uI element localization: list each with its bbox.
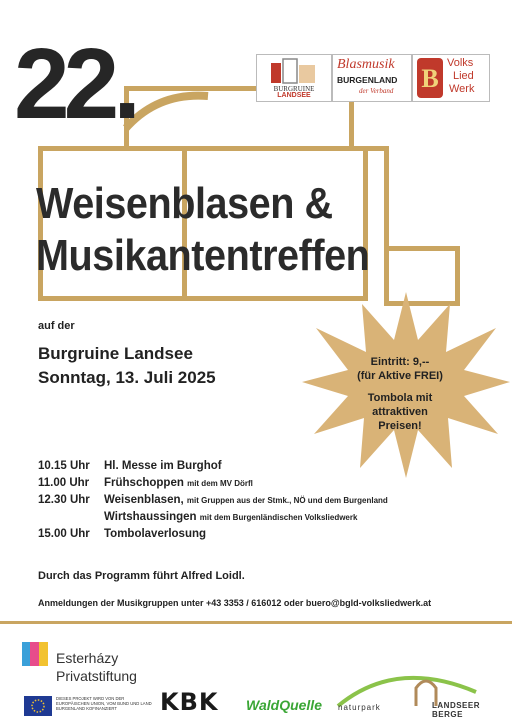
program-row xyxy=(38,477,388,494)
volkslied-line3: Werk xyxy=(449,83,475,95)
program-row xyxy=(38,494,388,511)
venue-block xyxy=(38,342,216,390)
moderation-text: Durch das Programm führt Alfred Loidl. xyxy=(38,570,245,582)
eu-funding-text: DIESES PROJEKT WIRD VON DER EUROPÄISCHEN UNION, VOM BUND UND LAND BURGENLAND KOFINANZIERT xyxy=(56,696,152,711)
volkslied-line1: Volks xyxy=(447,57,474,69)
naturpark-label: naturpark xyxy=(338,703,381,712)
program-time: 15.00 Uhr xyxy=(38,528,90,540)
esterhazy-line2: Privatstiftung xyxy=(56,668,137,684)
badge-line3: Tombola mit xyxy=(367,392,433,404)
badge-line5: Preisen! xyxy=(378,420,422,432)
logo-burgruine xyxy=(256,54,332,102)
eu-flag-icon xyxy=(24,696,52,716)
esterhazy-line1: Esterházy xyxy=(56,650,119,666)
program-time: 10.15 Uhr xyxy=(38,460,90,472)
waldquelle-logo: WaldQuelle xyxy=(246,697,322,713)
kbk-logo: KBK xyxy=(160,688,219,716)
program-list xyxy=(38,460,388,545)
program-row xyxy=(38,528,388,545)
auf-der-label: auf der xyxy=(38,320,75,332)
badge-text xyxy=(340,355,460,433)
burgruine-line2: LANDSEE xyxy=(277,92,311,99)
landseer-berge-label: LANDSEER BERGE xyxy=(432,701,481,719)
badge-line2: (für Aktive FREI) xyxy=(357,370,443,382)
title-line2: Musikantentreffen xyxy=(36,231,370,280)
burgruine-line1: BURGRUINE xyxy=(273,85,315,93)
program-time: 11.00 Uhr xyxy=(38,477,90,489)
program-row xyxy=(38,460,388,477)
blasmusik-line2: BURGENLAND xyxy=(337,75,398,85)
svg-text:B: B xyxy=(421,64,439,93)
program-item: Weisenblasen, xyxy=(104,494,184,506)
badge-line4: attraktiven xyxy=(372,406,428,418)
event-title xyxy=(36,178,369,282)
blasmusik-line1: Blasmusik xyxy=(337,57,395,72)
b-emblem-icon xyxy=(417,58,443,98)
program-detail: mit Gruppen aus der Stmk., NÖ und dem Burgenland xyxy=(186,496,388,505)
program-time: 12.30 Uhr xyxy=(38,494,90,506)
footer-divider xyxy=(0,621,512,624)
program-item: Frühschoppen xyxy=(104,477,184,489)
logo-blasmusik xyxy=(332,54,412,102)
venue-name: Burgruine Landsee xyxy=(38,344,193,363)
program-item: Tombolaverlosung xyxy=(104,528,207,540)
program-item: Wirtshaussingen xyxy=(104,511,197,523)
program-item: Hl. Messe im Burghof xyxy=(104,460,222,472)
logo-volksliedwerk xyxy=(412,54,490,102)
event-date: Sonntag, 13. Juli 2025 xyxy=(38,368,216,387)
registration-text: Anmeldungen der Musikgruppen unter +43 3353 / 616012 oder buero@bgld-volksliedwerk.at xyxy=(38,598,432,608)
blasmusik-line3: der Verband xyxy=(359,87,394,95)
volkslied-line2: Lied xyxy=(453,70,474,82)
title-line1: Weisenblasen & xyxy=(36,179,333,228)
castle-icon xyxy=(257,55,331,85)
program-detail: mit dem MV Dörfl xyxy=(187,479,253,488)
program-row xyxy=(38,511,388,528)
esterhazy-logo-icon xyxy=(22,642,48,666)
edition-number: 22. xyxy=(14,28,136,140)
badge-line1: Eintritt: 9,-- xyxy=(370,356,430,368)
program-detail: mit dem Burgenländischen Volksliedwerk xyxy=(199,513,358,522)
